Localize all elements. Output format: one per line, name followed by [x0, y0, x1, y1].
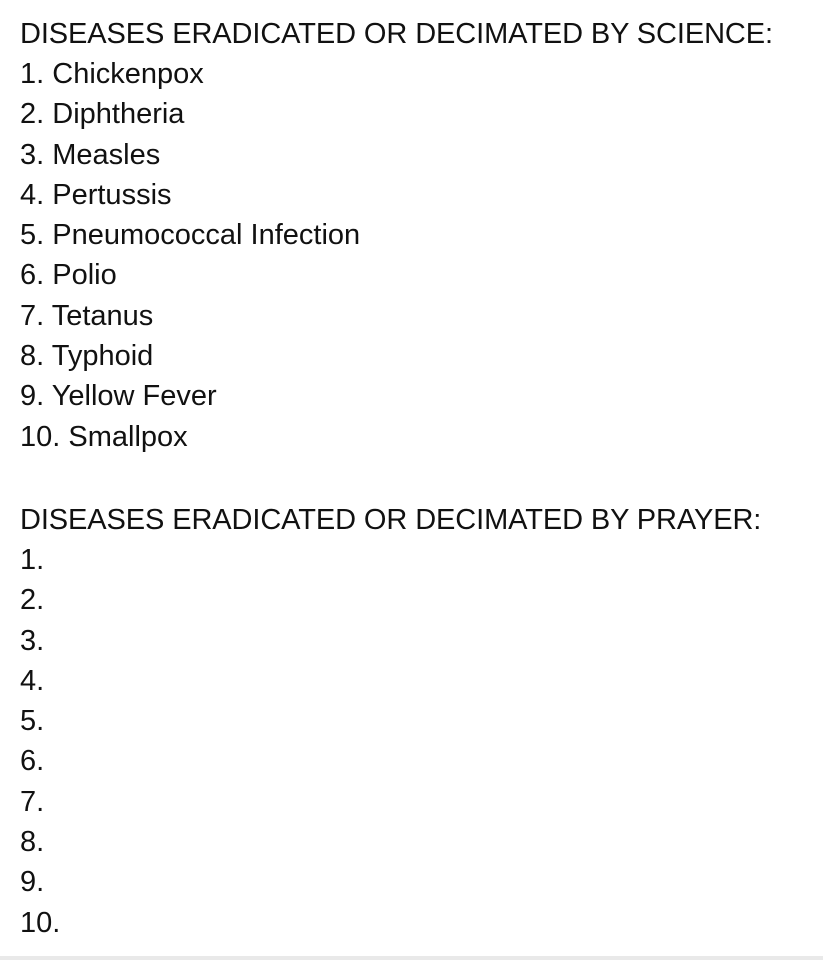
item-label: Pneumococcal Infection — [52, 219, 361, 252]
item-number: 8. — [20, 826, 45, 859]
item-number: 10. — [20, 420, 61, 453]
item-number: 3. — [20, 624, 45, 657]
item-number: 2. — [20, 584, 45, 617]
item-number: 2. — [20, 98, 45, 131]
list-item — [20, 417, 773, 457]
item-label: Measles — [52, 138, 161, 171]
list-item — [20, 296, 773, 336]
prayer-section — [20, 500, 761, 943]
item-label: Diphtheria — [52, 98, 185, 131]
item-label: Typhoid — [51, 340, 154, 373]
prayer-disease-list — [20, 540, 761, 943]
item-label: Chickenpox — [52, 58, 204, 90]
list-item — [20, 135, 773, 175]
list-item — [20, 215, 773, 255]
item-number: 6. — [20, 259, 45, 292]
list-item — [20, 862, 761, 902]
item-number: 5. — [20, 705, 45, 738]
science-section — [20, 14, 773, 457]
list-item — [20, 540, 761, 580]
list-item — [20, 376, 773, 416]
item-number: 7. — [20, 299, 45, 332]
item-label: Yellow Fever — [51, 380, 217, 413]
item-number: 1. — [20, 58, 45, 90]
item-label: Smallpox — [68, 420, 188, 453]
item-label: Tetanus — [51, 299, 154, 332]
item-label: Polio — [52, 259, 117, 292]
list-item — [20, 175, 773, 215]
bottom-divider — [0, 956, 823, 960]
item-label: Pertussis — [52, 178, 172, 211]
list-item — [20, 903, 761, 943]
science-heading: DISEASES ERADICATED OR DECIMATED BY SCIENCE: — [20, 18, 773, 50]
list-item — [20, 782, 761, 822]
list-item — [20, 94, 773, 134]
item-number: 10. — [20, 906, 61, 939]
list-item — [20, 54, 773, 94]
item-number: 9. — [20, 866, 45, 899]
document-page — [20, 0, 823, 960]
list-item — [20, 336, 773, 376]
list-item — [20, 701, 761, 741]
list-item — [20, 822, 761, 862]
item-number: 9. — [20, 380, 45, 413]
science-disease-list — [20, 54, 773, 457]
item-number: 7. — [20, 785, 45, 818]
item-number: 3. — [20, 138, 45, 171]
list-item — [20, 741, 761, 781]
item-number: 1. — [20, 544, 45, 576]
list-item — [20, 255, 773, 295]
prayer-heading: DISEASES ERADICATED OR DECIMATED BY PRAYER: — [20, 504, 762, 536]
list-item — [20, 621, 761, 661]
list-item — [20, 661, 761, 701]
item-number: 4. — [20, 664, 45, 697]
item-number: 6. — [20, 745, 45, 778]
item-number: 5. — [20, 219, 45, 252]
item-number: 8. — [20, 340, 45, 373]
item-number: 4. — [20, 178, 45, 211]
list-item — [20, 580, 761, 620]
